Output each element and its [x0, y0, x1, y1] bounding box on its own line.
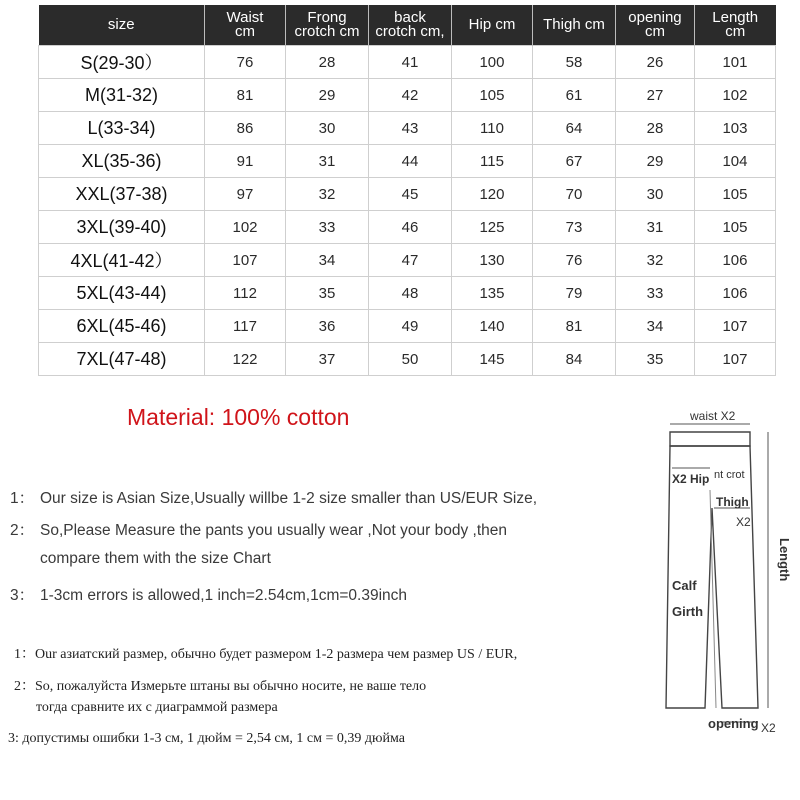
size-cell: 4XL(41-42） — [39, 244, 205, 277]
measurement-cell: 36 — [286, 310, 369, 343]
measurement-cell: 110 — [452, 112, 533, 145]
column-header — [205, 5, 286, 46]
size-cell: 7XL(47-48) — [39, 343, 205, 376]
measurement-cell: 76 — [532, 244, 615, 277]
measurement-cell: 115 — [452, 145, 533, 178]
measurement-cell: 50 — [369, 343, 452, 376]
measurement-cell: 105 — [694, 178, 775, 211]
measurement-cell: 58 — [532, 46, 615, 79]
measurement-cell: 102 — [694, 79, 775, 112]
measurement-cell: 33 — [286, 211, 369, 244]
measurement-cell: 48 — [369, 277, 452, 310]
column-header — [694, 5, 775, 46]
note-text: 1-3cm errors is allowed,1 inch=2.54cm,1cm=0.39inch — [40, 587, 408, 604]
measurement-cell: 28 — [286, 46, 369, 79]
note-text: Our size is Asian Size,Usually willbe 1-2 size smaller than US/EUR Size, — [40, 490, 538, 507]
measurement-cell: 105 — [452, 79, 533, 112]
measurement-cell: 81 — [205, 79, 286, 112]
measurement-cell: 103 — [694, 112, 775, 145]
size-cell: XL(35-36) — [39, 145, 205, 178]
column-header-line1: back — [394, 9, 426, 26]
measurement-cell: 122 — [205, 343, 286, 376]
table-row — [39, 277, 776, 310]
note-ru-2: 2：So, пожалуйста Измерьте штаны вы обычно носите, не ваше тело — [14, 679, 427, 694]
column-header — [39, 5, 205, 46]
note-number: 3： — [10, 587, 35, 604]
column-header-line2: crotch cm, — [375, 23, 445, 40]
column-header — [532, 5, 615, 46]
column-header — [452, 5, 533, 46]
table-row — [39, 145, 776, 178]
note-ru-3: 3: допустимы ошибки 1-3 см, 1 дюйм = 2,54 см, 1 см = 0,39 дюйма — [8, 731, 405, 746]
column-header-line1: Length — [712, 9, 759, 26]
diagram-waist-label: waist X2 — [690, 409, 736, 423]
diagram-calf-label: Calf — [672, 578, 697, 593]
table-row — [39, 244, 776, 277]
column-header-line1: size — [107, 16, 135, 33]
measurement-cell: 30 — [286, 112, 369, 145]
measurement-cell: 101 — [694, 46, 775, 79]
table-row — [39, 79, 776, 112]
table-row — [39, 112, 776, 145]
note-ru-2-continued: тогда сравните их с диаграммой размера — [36, 700, 278, 715]
measurement-cell: 34 — [286, 244, 369, 277]
measurement-cell: 86 — [205, 112, 286, 145]
measurement-cell: 61 — [532, 79, 615, 112]
table-row — [39, 310, 776, 343]
measurement-cell: 79 — [532, 277, 615, 310]
measurement-cell: 44 — [369, 145, 452, 178]
column-header-line2: crotch cm — [294, 23, 360, 40]
measurement-cell: 41 — [369, 46, 452, 79]
column-header-line2: cm — [235, 23, 255, 40]
measurement-cell: 81 — [532, 310, 615, 343]
table-row — [39, 178, 776, 211]
pants-measurement-diagram — [650, 408, 790, 738]
diagram-thigh-label: Thigh — [716, 495, 749, 509]
size-cell: 6XL(45-46) — [39, 310, 205, 343]
measurement-cell: 105 — [694, 211, 775, 244]
measurement-cell: 35 — [615, 343, 694, 376]
waistband-outline — [670, 432, 750, 446]
measurement-cell: 34 — [615, 310, 694, 343]
measurement-cell: 33 — [615, 277, 694, 310]
measurement-cell: 145 — [452, 343, 533, 376]
size-cell: M(31-32) — [39, 79, 205, 112]
diagram-opening-label: opening — [708, 716, 759, 731]
size-cell: S(29-30） — [39, 46, 205, 79]
measurement-cell: 28 — [615, 112, 694, 145]
column-header-line1: Thigh cm — [543, 16, 605, 33]
measurement-cell: 32 — [615, 244, 694, 277]
table-row — [39, 211, 776, 244]
size-cell: L(33-34) — [39, 112, 205, 145]
table-row — [39, 46, 776, 79]
note-en-3 — [10, 583, 407, 605]
measurement-cell: 130 — [452, 244, 533, 277]
measurement-cell: 31 — [286, 145, 369, 178]
measurement-cell: 73 — [532, 211, 615, 244]
column-header — [369, 5, 452, 46]
note-text: So,Please Measure the pants you usually wear ,Not your body ,then — [40, 522, 507, 539]
measurement-cell: 31 — [615, 211, 694, 244]
measurement-cell: 70 — [532, 178, 615, 211]
measurement-cell: 43 — [369, 112, 452, 145]
measurement-cell: 117 — [205, 310, 286, 343]
column-header — [615, 5, 694, 46]
measurement-cell: 30 — [615, 178, 694, 211]
measurement-cell: 106 — [694, 277, 775, 310]
measurement-cell: 102 — [205, 211, 286, 244]
diagram-hip-label: X2 Hip — [672, 472, 710, 486]
measurement-cell: 26 — [615, 46, 694, 79]
measurement-cell: 47 — [369, 244, 452, 277]
column-header-line1: Hip cm — [468, 16, 516, 33]
note-number: 1： — [10, 490, 35, 507]
measurement-cell: 107 — [694, 310, 775, 343]
size-cell: 3XL(39-40) — [39, 211, 205, 244]
measurement-cell: 29 — [286, 79, 369, 112]
diagram-girth-label: Girth — [672, 604, 704, 619]
diagram-thigh-x2-label: X2 — [736, 515, 751, 529]
diagram-opening-x2-label: X2 — [761, 721, 776, 735]
measurement-cell: 125 — [452, 211, 533, 244]
column-header-line2: cm — [725, 23, 746, 40]
note-en-1 — [10, 486, 537, 508]
measurement-cell: 27 — [615, 79, 694, 112]
column-header-line2: cm — [644, 23, 665, 40]
measurement-cell: 29 — [615, 145, 694, 178]
material-label: Material: 100% cotton — [127, 404, 350, 430]
measurement-cell: 67 — [532, 145, 615, 178]
measurement-cell: 76 — [205, 46, 286, 79]
column-header-line1: Waist — [226, 9, 264, 26]
size-cell: XXL(37-38) — [39, 178, 205, 211]
measurement-cell: 140 — [452, 310, 533, 343]
measurement-cell: 32 — [286, 178, 369, 211]
size-cell: 5XL(43-44) — [39, 277, 205, 310]
measurement-cell: 84 — [532, 343, 615, 376]
measurement-cell: 42 — [369, 79, 452, 112]
measurement-cell: 100 — [452, 46, 533, 79]
column-header — [286, 5, 369, 46]
measurement-cell: 104 — [694, 145, 775, 178]
note-en-2-continued: compare them with the size Chart — [40, 550, 271, 567]
measurement-cell: 46 — [369, 211, 452, 244]
measurement-cell: 35 — [286, 277, 369, 310]
table-row — [39, 343, 776, 376]
table-header-row — [39, 5, 776, 46]
measurement-cell: 64 — [532, 112, 615, 145]
measurement-cell: 37 — [286, 343, 369, 376]
note-ru-1: 1：Our азиатский размер, обычно будет размером 1-2 размера чем размер US / EUR, — [14, 647, 518, 662]
measurement-cell: 112 — [205, 277, 286, 310]
measurement-cell: 135 — [452, 277, 533, 310]
diagram-length-label: Length — [777, 538, 792, 582]
note-number: 2： — [10, 522, 35, 539]
measurement-cell: 97 — [205, 178, 286, 211]
table-body — [39, 46, 776, 376]
size-chart-table — [38, 5, 776, 376]
measurement-cell: 91 — [205, 145, 286, 178]
measurement-cell: 107 — [694, 343, 775, 376]
measurement-cell: 120 — [452, 178, 533, 211]
column-header-line1: Frong — [307, 9, 347, 26]
measurement-cell: 106 — [694, 244, 775, 277]
measurement-cell: 107 — [205, 244, 286, 277]
diagram-crotch-label: nt crot — [714, 469, 745, 481]
measurement-cell: 49 — [369, 310, 452, 343]
note-en-2 — [10, 518, 507, 540]
measurement-cell: 45 — [369, 178, 452, 211]
column-header-line1: opening — [628, 9, 682, 26]
